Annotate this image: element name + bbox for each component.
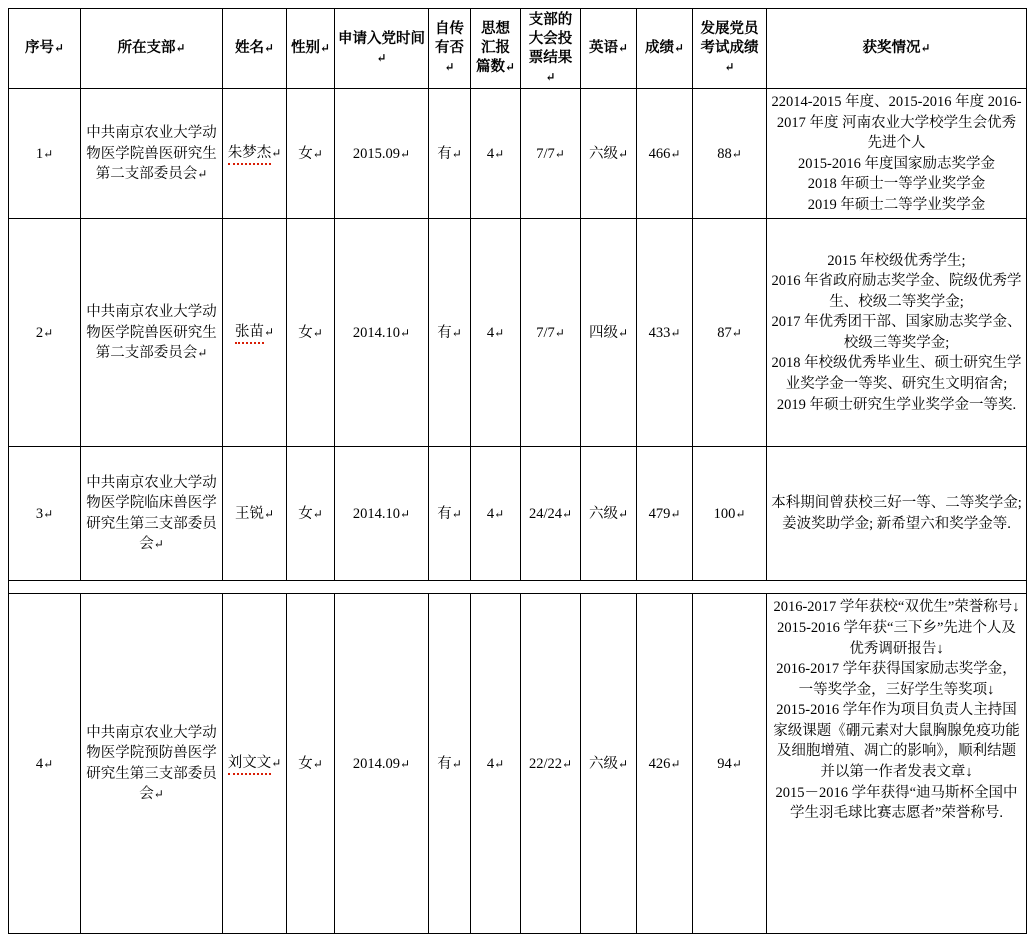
paragraph-mark-icon: ↵	[920, 41, 931, 56]
header-english	[581, 9, 637, 89]
cell-vote	[521, 219, 581, 447]
gender-value: 女	[298, 755, 313, 772]
cell-gender	[287, 594, 335, 934]
paragraph-mark-icon: ↵	[271, 145, 282, 160]
english-value: 六级	[588, 755, 618, 772]
cell-english	[581, 594, 637, 934]
award-line: 2015-2016 学年获“三下乡”先进个人及优秀调研报告↓	[777, 619, 1016, 657]
header-reports-label: 思想汇报篇数	[475, 21, 510, 76]
row-index-value: 4	[35, 755, 44, 772]
reports-value: 4	[486, 145, 495, 162]
vote-value: 7/7	[536, 145, 555, 162]
reports-value: 4	[486, 505, 495, 522]
paragraph-mark-icon: ↵	[731, 756, 742, 771]
paragraph-mark-icon: ↵	[735, 506, 746, 521]
cell-exam-score	[693, 447, 767, 581]
score-value: 466	[648, 145, 671, 162]
cell-score	[637, 89, 693, 219]
cell-awards	[767, 89, 1027, 219]
exam-score-value: 100	[713, 505, 736, 522]
paragraph-mark-icon: ↵	[561, 506, 573, 521]
paragraph-mark-icon: ↵	[43, 146, 54, 161]
paragraph-mark-icon: ↵	[494, 506, 505, 521]
paragraph-mark-icon: ↵	[554, 146, 565, 161]
vote-value: 22/22	[528, 755, 562, 772]
paragraph-mark-icon: ↵	[545, 69, 556, 84]
header-exam-score	[693, 9, 767, 89]
paragraph-mark-icon: ↵	[670, 506, 681, 521]
apply-date-value: 2015.09	[352, 145, 401, 162]
gender-value: 女	[298, 324, 313, 341]
cell-vote	[521, 447, 581, 581]
header-vote	[521, 9, 581, 89]
paragraph-mark-icon: ↵	[271, 755, 282, 770]
paragraph-mark-icon: ↵	[617, 41, 629, 56]
header-exam-score-label: 发展党员考试成绩	[700, 21, 759, 57]
row-index-value: 3	[35, 505, 44, 522]
paragraph-mark-icon: ↵	[494, 325, 505, 340]
name-value: 朱梦杰	[228, 143, 272, 165]
paragraph-mark-icon: ↵	[670, 146, 681, 161]
cell-reports	[471, 594, 521, 934]
branch-value: 中共南京农业大学动物医学院兽医研究生第二支部委员会	[86, 125, 217, 183]
paragraph-mark-icon: ↵	[724, 60, 735, 75]
table-body	[9, 89, 1027, 934]
paragraph-mark-icon: ↵	[504, 60, 516, 75]
paragraph-mark-icon: ↵	[153, 537, 164, 552]
award-line: 2015 年校级优秀学生;	[827, 252, 966, 269]
table-row	[9, 447, 1027, 581]
english-value: 六级	[588, 505, 618, 522]
paragraph-mark-icon: ↵	[175, 41, 186, 56]
cell-apply-date	[335, 219, 429, 447]
paragraph-mark-icon: ↵	[312, 506, 323, 521]
award-line: 2018 年硕士一等学业奖学金	[807, 176, 986, 193]
cell-gender	[287, 447, 335, 581]
autobiography-value: 有	[437, 145, 452, 162]
table-row	[9, 219, 1027, 447]
table-row	[9, 89, 1027, 219]
header-awards-label: 获奖情况	[862, 40, 921, 57]
cell-name	[223, 89, 287, 219]
exam-score-value: 94	[717, 755, 732, 772]
paragraph-mark-icon: ↵	[554, 325, 565, 340]
header-name	[223, 9, 287, 89]
header-vote-label: 支部的大会投票结果	[528, 12, 573, 66]
header-awards	[767, 9, 1027, 89]
cell-autobiography	[429, 594, 471, 934]
vote-value: 24/24	[528, 505, 562, 522]
cell-gender	[287, 89, 335, 219]
header-branch-label: 所在支部	[117, 40, 176, 57]
cell-autobiography	[429, 447, 471, 581]
header-reports	[471, 9, 521, 89]
english-value: 四级	[588, 324, 618, 341]
cell-apply-date	[335, 594, 429, 934]
paragraph-mark-icon: ↵	[43, 325, 54, 340]
cell-branch	[81, 219, 223, 447]
award-line: 2015-2016 学年作为项目负责人主持国家级课题《硼元素对大鼠胸腺免疫功能及细胞增殖、凋亡的影响》，顺利结题并以第一作者发表文章↓	[773, 702, 1020, 780]
award-line: 2015－2016 学年获得“迪马斯杯全国中学生羽毛球比赛志愿者”荣誉称号.	[775, 784, 1018, 822]
header-name-label: 姓名	[234, 40, 264, 57]
award-line: 2016 年省政府励志奖学金、院级优秀学生、校级二等奖学金;	[771, 273, 1022, 310]
cell-english	[581, 219, 637, 447]
award-line: 2017 年优秀团干部、国家励志奖学金、校级三等奖学金;	[771, 314, 1022, 351]
paragraph-mark-icon: ↵	[673, 41, 685, 56]
english-value: 六级	[588, 145, 618, 162]
cell-branch	[81, 447, 223, 581]
award-line: 2016-2017 学年获得国家励志奖学金，一等奖学金，三好学生等奖项↓	[776, 661, 1017, 698]
header-score	[637, 9, 693, 89]
branch-value: 中共南京农业大学动物医学院兽医研究生第二支部委员会	[86, 304, 217, 362]
paragraph-mark-icon: ↵	[153, 787, 164, 802]
paragraph-mark-icon: ↵	[617, 756, 629, 771]
row-index-value: 1	[35, 145, 44, 162]
paragraph-mark-icon: ↵	[263, 41, 275, 56]
reports-value: 4	[486, 324, 495, 341]
paragraph-mark-icon: ↵	[312, 146, 323, 161]
paragraph-mark-icon: ↵	[43, 506, 54, 521]
paragraph-mark-icon: ↵	[400, 506, 411, 521]
paragraph-mark-icon: ↵	[617, 146, 629, 161]
cell-awards	[767, 447, 1027, 581]
paragraph-mark-icon: ↵	[43, 756, 54, 771]
applicants-table	[8, 8, 1027, 934]
paragraph-mark-icon: ↵	[494, 756, 505, 771]
paragraph-mark-icon: ↵	[376, 50, 387, 65]
cell-index	[9, 594, 81, 934]
cell-index	[9, 89, 81, 219]
header-index	[9, 9, 81, 89]
paragraph-mark-icon: ↵	[197, 346, 208, 361]
table-header	[9, 9, 1027, 89]
paragraph-mark-icon: ↵	[451, 146, 462, 161]
cell-score	[637, 219, 693, 447]
cell-name	[223, 594, 287, 934]
paragraph-mark-icon: ↵	[670, 756, 681, 771]
cell-reports	[471, 447, 521, 581]
paragraph-mark-icon: ↵	[53, 41, 65, 56]
paragraph-mark-icon: ↵	[197, 167, 208, 182]
award-line: 2015-2016 年度国家励志奖学金	[798, 155, 995, 172]
cell-score	[637, 594, 693, 934]
paragraph-mark-icon: ↵	[400, 325, 411, 340]
cell-vote	[521, 594, 581, 934]
exam-score-value: 87	[717, 324, 732, 341]
cell-gender	[287, 219, 335, 447]
paragraph-mark-icon: ↵	[670, 325, 681, 340]
paragraph-mark-icon: ↵	[312, 756, 323, 771]
paragraph-mark-icon: ↵	[451, 325, 462, 340]
gender-value: 女	[298, 145, 313, 162]
header-index-label: 序号	[24, 40, 54, 57]
header-score-label: 成绩	[644, 40, 674, 57]
paragraph-mark-icon: ↵	[263, 324, 275, 339]
table-header-row	[9, 9, 1027, 89]
cell-english	[581, 447, 637, 581]
header-gender-label: 性别	[290, 40, 320, 57]
cell-exam-score	[693, 219, 767, 447]
cell-autobiography	[429, 89, 471, 219]
vote-value: 7/7	[536, 324, 555, 341]
header-gender	[287, 9, 335, 89]
score-value: 479	[648, 505, 671, 522]
paragraph-mark-icon: ↵	[444, 60, 455, 75]
cell-reports	[471, 219, 521, 447]
name-value: 刘文文	[228, 753, 272, 775]
header-apply-date	[335, 9, 429, 89]
paragraph-mark-icon: ↵	[319, 41, 331, 56]
autobiography-value: 有	[437, 324, 452, 341]
paragraph-mark-icon: ↵	[263, 506, 275, 521]
reports-value: 4	[486, 755, 495, 772]
cell-awards	[767, 219, 1027, 447]
award-line: 2018 年校级优秀毕业生、硕士研究生学业奖学金一等奖、研究生文明宿舍;	[771, 355, 1022, 393]
name-value: 王锐	[234, 505, 264, 522]
branch-value: 中共南京农业大学动物医学院临床兽医学研究生第三支部委员会	[86, 474, 217, 553]
paragraph-mark-icon: ↵	[561, 756, 573, 771]
award-line: 本科期间曾获校三好一等、二等奖学金; 姜波奖助学金; 新希望六和奖学金等.	[771, 495, 1022, 532]
score-value: 426	[648, 755, 671, 772]
cell-exam-score	[693, 89, 767, 219]
award-line: 2016-2017 学年获校“双优生”荣誉称号↓	[773, 599, 1020, 616]
paragraph-mark-icon: ↵	[494, 146, 505, 161]
cell-awards	[767, 594, 1027, 934]
paragraph-mark-icon: ↵	[451, 506, 462, 521]
cell-exam-score	[693, 594, 767, 934]
cell-index	[9, 219, 81, 447]
paragraph-mark-icon: ↵	[731, 325, 742, 340]
score-value: 433	[648, 324, 671, 341]
cell-autobiography	[429, 219, 471, 447]
paragraph-mark-icon: ↵	[400, 756, 411, 771]
cell-branch	[81, 594, 223, 934]
exam-score-value: 88	[717, 145, 732, 162]
cell-name	[223, 219, 287, 447]
cell-branch	[81, 89, 223, 219]
apply-date-value: 2014.10	[352, 505, 401, 522]
row-index-value: 2	[35, 324, 44, 341]
cell-reports	[471, 89, 521, 219]
table-row	[9, 594, 1027, 934]
cell-name	[223, 447, 287, 581]
header-apply-date-label: 申请入党时间	[338, 30, 425, 47]
paragraph-mark-icon: ↵	[617, 506, 629, 521]
name-value: 张苗	[235, 322, 264, 344]
paragraph-mark-icon: ↵	[617, 325, 629, 340]
award-line: 22014-2015 年度、2015-2016 年度 2016-2017 年度 河南农业大学校学生会优秀先进个人	[771, 94, 1022, 152]
autobiography-value: 有	[437, 755, 452, 772]
header-autobiography-label: 自传有否	[435, 21, 464, 57]
award-line: 2019 年硕士研究生学业奖学金一等奖.	[776, 396, 1017, 413]
cell-apply-date	[335, 89, 429, 219]
paragraph-mark-icon: ↵	[312, 325, 323, 340]
branch-value: 中共南京农业大学动物医学院预防兽医学研究生第三支部委员会	[86, 724, 217, 803]
award-line: 2019 年硕士二等学业奖学金	[807, 197, 986, 214]
cell-english	[581, 89, 637, 219]
row-spacer	[9, 581, 1027, 594]
cell-apply-date	[335, 447, 429, 581]
cell-index	[9, 447, 81, 581]
gender-value: 女	[298, 505, 313, 522]
autobiography-value: 有	[437, 505, 452, 522]
apply-date-value: 2014.10	[352, 324, 401, 341]
paragraph-mark-icon: ↵	[731, 146, 742, 161]
paragraph-mark-icon: ↵	[400, 146, 411, 161]
apply-date-value: 2014.09	[352, 755, 401, 772]
header-english-label: 英语	[588, 40, 618, 57]
paragraph-mark-icon: ↵	[451, 756, 462, 771]
row-spacer-cell	[9, 581, 1027, 594]
header-autobiography	[429, 9, 471, 89]
cell-vote	[521, 89, 581, 219]
header-branch	[81, 9, 223, 89]
cell-score	[637, 447, 693, 581]
